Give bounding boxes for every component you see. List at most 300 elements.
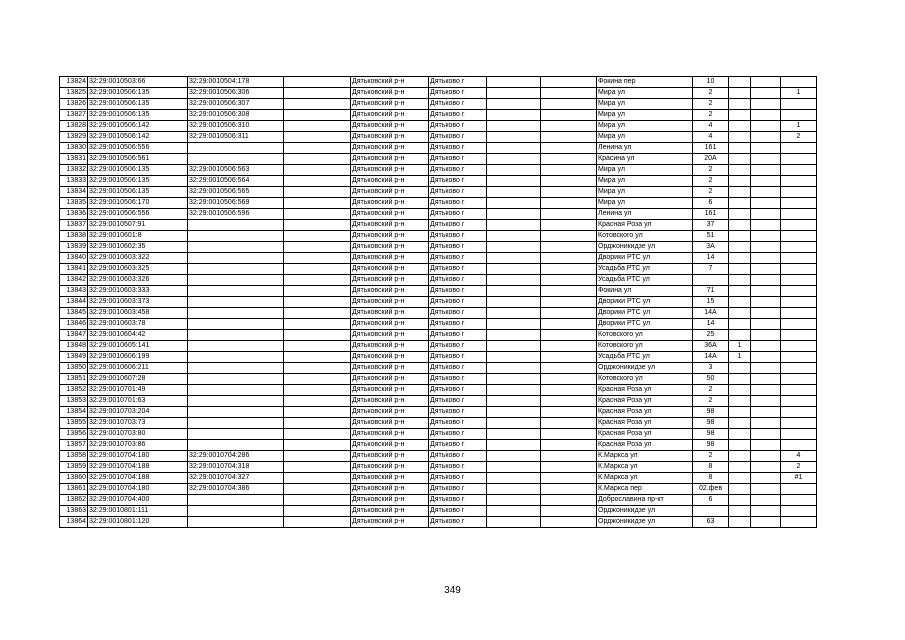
table-row bbox=[60, 110, 817, 121]
cell-empty-col bbox=[284, 209, 351, 220]
table-row bbox=[60, 297, 817, 308]
cell-extra bbox=[751, 517, 781, 528]
cell-empty-col-3 bbox=[541, 319, 597, 330]
cell-apartment bbox=[781, 77, 817, 88]
cell-row-number: 13831 bbox=[60, 154, 88, 165]
cell-street: Котовского ул bbox=[597, 231, 693, 242]
cell-house-number: 2 bbox=[693, 451, 729, 462]
cell-parent-cadastral-number: 32:29:0010506:596 bbox=[188, 209, 284, 220]
cell-extra bbox=[751, 462, 781, 473]
cell-empty-col-3 bbox=[541, 462, 597, 473]
cell-empty-col-3 bbox=[541, 132, 597, 143]
cell-row-number: 13851 bbox=[60, 374, 88, 385]
cell-district: Дятьковский р-н bbox=[351, 385, 429, 396]
cell-locality: Дятьково г bbox=[429, 143, 487, 154]
cell-empty-col-2 bbox=[487, 407, 541, 418]
cell-building bbox=[729, 396, 751, 407]
cell-empty-col-2 bbox=[487, 176, 541, 187]
cell-building bbox=[729, 330, 751, 341]
cell-empty-col-3 bbox=[541, 77, 597, 88]
cell-row-number: 13833 bbox=[60, 176, 88, 187]
cell-empty-col-3 bbox=[541, 275, 597, 286]
cell-apartment bbox=[781, 154, 817, 165]
cell-street: Мира ул bbox=[597, 132, 693, 143]
cell-parent-cadastral-number bbox=[188, 407, 284, 418]
cell-empty-col-3 bbox=[541, 231, 597, 242]
cell-district: Дятьковский р-н bbox=[351, 440, 429, 451]
cell-apartment bbox=[781, 352, 817, 363]
cell-district: Дятьковский р-н bbox=[351, 187, 429, 198]
cell-cadastral-number: 32:29:0010506:561 bbox=[88, 154, 188, 165]
table-row bbox=[60, 429, 817, 440]
cell-parent-cadastral-number bbox=[188, 385, 284, 396]
cell-empty-col-2 bbox=[487, 319, 541, 330]
cell-apartment bbox=[781, 176, 817, 187]
cell-cadastral-number: 32:29:0010606:211 bbox=[88, 363, 188, 374]
cell-house-number: 98 bbox=[693, 407, 729, 418]
cell-empty-col bbox=[284, 440, 351, 451]
cell-empty-col-3 bbox=[541, 187, 597, 198]
table-row bbox=[60, 352, 817, 363]
cell-cadastral-number: 32:29:0010701:49 bbox=[88, 385, 188, 396]
cell-district: Дятьковский р-н bbox=[351, 363, 429, 374]
cell-row-number: 13849 bbox=[60, 352, 88, 363]
cell-apartment bbox=[781, 209, 817, 220]
cell-row-number: 13844 bbox=[60, 297, 88, 308]
cell-cadastral-number: 32:29:0010704:400 bbox=[88, 495, 188, 506]
table-row bbox=[60, 407, 817, 418]
cell-apartment bbox=[781, 220, 817, 231]
cell-locality: Дятьково г bbox=[429, 484, 487, 495]
cell-empty-col-2 bbox=[487, 396, 541, 407]
cell-locality: Дятьково г bbox=[429, 506, 487, 517]
table-row bbox=[60, 473, 817, 484]
cell-row-number: 13853 bbox=[60, 396, 88, 407]
cell-house-number: 63 bbox=[693, 517, 729, 528]
cell-building bbox=[729, 484, 751, 495]
cell-empty-col-3 bbox=[541, 385, 597, 396]
cell-empty-col-2 bbox=[487, 374, 541, 385]
cell-locality: Дятьково г bbox=[429, 209, 487, 220]
cell-extra bbox=[751, 297, 781, 308]
cell-locality: Дятьково г bbox=[429, 132, 487, 143]
cell-empty-col-3 bbox=[541, 429, 597, 440]
cell-empty-col-2 bbox=[487, 429, 541, 440]
cell-empty-col-3 bbox=[541, 495, 597, 506]
cell-district: Дятьковский р-н bbox=[351, 473, 429, 484]
table-row bbox=[60, 77, 817, 88]
cell-apartment bbox=[781, 517, 817, 528]
table-row bbox=[60, 286, 817, 297]
cell-empty-col bbox=[284, 363, 351, 374]
cell-extra bbox=[751, 77, 781, 88]
cell-apartment bbox=[781, 231, 817, 242]
cell-empty-col-2 bbox=[487, 451, 541, 462]
cell-street: Котовского ул bbox=[597, 330, 693, 341]
cell-parent-cadastral-number bbox=[188, 396, 284, 407]
cell-house-number: 2 bbox=[693, 110, 729, 121]
cell-empty-col bbox=[284, 407, 351, 418]
cell-empty-col-2 bbox=[487, 308, 541, 319]
cell-empty-col-2 bbox=[487, 385, 541, 396]
cell-empty-col-2 bbox=[487, 209, 541, 220]
cell-house-number: 161 bbox=[693, 143, 729, 154]
cell-empty-col-2 bbox=[487, 363, 541, 374]
cell-empty-col-2 bbox=[487, 77, 541, 88]
cell-street: Мира ул bbox=[597, 121, 693, 132]
cell-house-number: 14А bbox=[693, 308, 729, 319]
cell-house-number: 50 bbox=[693, 374, 729, 385]
cell-street: Усадьба РТС ул bbox=[597, 264, 693, 275]
cell-apartment bbox=[781, 275, 817, 286]
cell-row-number: 13825 bbox=[60, 88, 88, 99]
cell-building bbox=[729, 429, 751, 440]
cell-locality: Дятьково г bbox=[429, 374, 487, 385]
cell-apartment: 1 bbox=[781, 88, 817, 99]
table-row bbox=[60, 462, 817, 473]
cell-building bbox=[729, 440, 751, 451]
cell-cadastral-number: 32:29:0010506:135 bbox=[88, 110, 188, 121]
cell-parent-cadastral-number: 32:29:0010506:308 bbox=[188, 110, 284, 121]
cell-empty-col-3 bbox=[541, 99, 597, 110]
cell-cadastral-number: 32:29:0010604:42 bbox=[88, 330, 188, 341]
cell-empty-col-2 bbox=[487, 88, 541, 99]
cell-extra bbox=[751, 143, 781, 154]
cell-locality: Дятьково г bbox=[429, 77, 487, 88]
cell-empty-col bbox=[284, 418, 351, 429]
cell-street: Красная Роза ул bbox=[597, 429, 693, 440]
cell-cadastral-number: 32:29:0010703:86 bbox=[88, 440, 188, 451]
cell-street: Дворики РТС ул bbox=[597, 253, 693, 264]
cell-building bbox=[729, 275, 751, 286]
table-row bbox=[60, 484, 817, 495]
cell-empty-col bbox=[284, 110, 351, 121]
table-row bbox=[60, 242, 817, 253]
cell-locality: Дятьково г bbox=[429, 396, 487, 407]
cell-empty-col bbox=[284, 220, 351, 231]
cell-building bbox=[729, 132, 751, 143]
cell-empty-col-3 bbox=[541, 374, 597, 385]
cell-extra bbox=[751, 418, 781, 429]
cell-empty-col-3 bbox=[541, 451, 597, 462]
cell-empty-col bbox=[284, 99, 351, 110]
cell-cadastral-number: 32:29:0010703:80 bbox=[88, 429, 188, 440]
cell-extra bbox=[751, 308, 781, 319]
cell-locality: Дятьково г bbox=[429, 154, 487, 165]
cell-parent-cadastral-number bbox=[188, 517, 284, 528]
cell-district: Дятьковский р-н bbox=[351, 165, 429, 176]
cell-extra bbox=[751, 506, 781, 517]
table-row bbox=[60, 264, 817, 275]
cell-locality: Дятьково г bbox=[429, 253, 487, 264]
cell-district: Дятьковский р-н bbox=[351, 242, 429, 253]
cell-empty-col-2 bbox=[487, 275, 541, 286]
cell-parent-cadastral-number bbox=[188, 418, 284, 429]
cell-cadastral-number: 32:29:0010606:199 bbox=[88, 352, 188, 363]
cell-parent-cadastral-number bbox=[188, 286, 284, 297]
cell-apartment bbox=[781, 110, 817, 121]
cell-extra bbox=[751, 264, 781, 275]
cell-street: К.Маркса ул bbox=[597, 462, 693, 473]
cell-parent-cadastral-number bbox=[188, 242, 284, 253]
table-row bbox=[60, 275, 817, 286]
cell-street: Ленина ул bbox=[597, 143, 693, 154]
cell-extra bbox=[751, 220, 781, 231]
cell-street: Мира ул bbox=[597, 187, 693, 198]
cell-empty-col-3 bbox=[541, 473, 597, 484]
cell-street: Ленина ул bbox=[597, 209, 693, 220]
cell-street: Усадьба РТС ул bbox=[597, 352, 693, 363]
cell-row-number: 13850 bbox=[60, 363, 88, 374]
cell-empty-col bbox=[284, 451, 351, 462]
cell-extra bbox=[751, 99, 781, 110]
cell-district: Дятьковский р-н bbox=[351, 110, 429, 121]
cell-street: Красная Роза ул bbox=[597, 385, 693, 396]
cell-cadastral-number: 32:29:0010801:120 bbox=[88, 517, 188, 528]
cell-district: Дятьковский р-н bbox=[351, 132, 429, 143]
cell-extra bbox=[751, 473, 781, 484]
cell-empty-col-3 bbox=[541, 418, 597, 429]
cell-empty-col-2 bbox=[487, 165, 541, 176]
cell-empty-col-3 bbox=[541, 253, 597, 264]
cell-row-number: 13852 bbox=[60, 385, 88, 396]
cell-district: Дятьковский р-н bbox=[351, 517, 429, 528]
cell-empty-col-3 bbox=[541, 176, 597, 187]
cell-street: Фокина ул bbox=[597, 286, 693, 297]
cell-district: Дятьковский р-н bbox=[351, 220, 429, 231]
cell-building: 1 bbox=[729, 352, 751, 363]
cell-building bbox=[729, 495, 751, 506]
table-row bbox=[60, 319, 817, 330]
cell-apartment bbox=[781, 165, 817, 176]
cell-district: Дятьковский р-н bbox=[351, 330, 429, 341]
cell-street: Мира ул bbox=[597, 198, 693, 209]
cell-apartment bbox=[781, 308, 817, 319]
cell-parent-cadastral-number bbox=[188, 319, 284, 330]
cell-empty-col-3 bbox=[541, 363, 597, 374]
cell-row-number: 13842 bbox=[60, 275, 88, 286]
cell-apartment bbox=[781, 385, 817, 396]
page-number: 349 bbox=[444, 585, 461, 596]
cell-cadastral-number: 32:29:0010506:135 bbox=[88, 99, 188, 110]
cell-street: Мира ул bbox=[597, 176, 693, 187]
cell-street: Орджоникидзе ул bbox=[597, 242, 693, 253]
table-row bbox=[60, 88, 817, 99]
cell-parent-cadastral-number bbox=[188, 253, 284, 264]
cell-empty-col bbox=[284, 374, 351, 385]
cell-building bbox=[729, 517, 751, 528]
cell-house-number: 98 bbox=[693, 418, 729, 429]
cell-district: Дятьковский р-н bbox=[351, 495, 429, 506]
cell-locality: Дятьково г bbox=[429, 517, 487, 528]
cell-district: Дятьковский р-н bbox=[351, 121, 429, 132]
cell-cadastral-number: 32:29:0010607:28 bbox=[88, 374, 188, 385]
cell-locality: Дятьково г bbox=[429, 308, 487, 319]
cell-extra bbox=[751, 110, 781, 121]
cell-extra bbox=[751, 253, 781, 264]
cell-empty-col-2 bbox=[487, 297, 541, 308]
cell-district: Дятьковский р-н bbox=[351, 319, 429, 330]
cell-apartment bbox=[781, 99, 817, 110]
cell-empty-col-3 bbox=[541, 110, 597, 121]
cell-extra bbox=[751, 341, 781, 352]
cell-building bbox=[729, 385, 751, 396]
cell-cadastral-number: 32:29:0010704:188 bbox=[88, 473, 188, 484]
table-row bbox=[60, 374, 817, 385]
cell-extra bbox=[751, 429, 781, 440]
cell-row-number: 13847 bbox=[60, 330, 88, 341]
cell-district: Дятьковский р-н bbox=[351, 209, 429, 220]
cell-empty-col-3 bbox=[541, 88, 597, 99]
cell-extra bbox=[751, 407, 781, 418]
table-row bbox=[60, 517, 817, 528]
cell-row-number: 13863 bbox=[60, 506, 88, 517]
table-row bbox=[60, 253, 817, 264]
cell-district: Дятьковский р-н bbox=[351, 418, 429, 429]
cell-building bbox=[729, 88, 751, 99]
table-body bbox=[60, 77, 817, 528]
cell-empty-col-2 bbox=[487, 143, 541, 154]
cell-building bbox=[729, 198, 751, 209]
cell-row-number: 13837 bbox=[60, 220, 88, 231]
table-row bbox=[60, 187, 817, 198]
cell-street: Красная Роза ул bbox=[597, 440, 693, 451]
cell-row-number: 13857 bbox=[60, 440, 88, 451]
cell-apartment bbox=[781, 495, 817, 506]
cell-building bbox=[729, 242, 751, 253]
cell-house-number: 14 bbox=[693, 253, 729, 264]
cell-district: Дятьковский р-н bbox=[351, 275, 429, 286]
cell-parent-cadastral-number bbox=[188, 440, 284, 451]
cell-empty-col bbox=[284, 187, 351, 198]
cell-street: Котовского ул bbox=[597, 341, 693, 352]
cell-parent-cadastral-number bbox=[188, 363, 284, 374]
cell-empty-col bbox=[284, 396, 351, 407]
cell-parent-cadastral-number bbox=[188, 374, 284, 385]
cell-street: Котовского ул bbox=[597, 374, 693, 385]
cell-apartment bbox=[781, 374, 817, 385]
cell-district: Дятьковский р-н bbox=[351, 308, 429, 319]
cell-house-number: 14 bbox=[693, 319, 729, 330]
cell-locality: Дятьково г bbox=[429, 297, 487, 308]
cell-empty-col-2 bbox=[487, 484, 541, 495]
cell-row-number: 13848 bbox=[60, 341, 88, 352]
cell-empty-col-3 bbox=[541, 440, 597, 451]
cell-apartment bbox=[781, 264, 817, 275]
cell-empty-col bbox=[284, 121, 351, 132]
cell-row-number: 13843 bbox=[60, 286, 88, 297]
cell-locality: Дятьково г bbox=[429, 286, 487, 297]
cell-cadastral-number: 32:29:0010603:333 bbox=[88, 286, 188, 297]
cell-row-number: 13829 bbox=[60, 132, 88, 143]
cell-building bbox=[729, 462, 751, 473]
cell-apartment bbox=[781, 363, 817, 374]
cell-district: Дятьковский р-н bbox=[351, 231, 429, 242]
cell-empty-col-2 bbox=[487, 110, 541, 121]
cell-empty-col-3 bbox=[541, 198, 597, 209]
cell-district: Дятьковский р-н bbox=[351, 352, 429, 363]
cell-locality: Дятьково г bbox=[429, 275, 487, 286]
cell-street: Красная Роза ул bbox=[597, 418, 693, 429]
table-row bbox=[60, 418, 817, 429]
cell-row-number: 13830 bbox=[60, 143, 88, 154]
cell-apartment bbox=[781, 242, 817, 253]
table-row bbox=[60, 451, 817, 462]
cell-street: Красина ул bbox=[597, 154, 693, 165]
table-row bbox=[60, 308, 817, 319]
cell-locality: Дятьково г bbox=[429, 341, 487, 352]
cell-district: Дятьковский р-н bbox=[351, 88, 429, 99]
cell-house-number: 20А bbox=[693, 154, 729, 165]
cell-house-number: 02.фев bbox=[693, 484, 729, 495]
cell-parent-cadastral-number: 32:29:0010704:386 bbox=[188, 484, 284, 495]
cell-district: Дятьковский р-н bbox=[351, 297, 429, 308]
cell-extra bbox=[751, 396, 781, 407]
cell-extra bbox=[751, 198, 781, 209]
cell-empty-col bbox=[284, 330, 351, 341]
cell-parent-cadastral-number bbox=[188, 264, 284, 275]
cell-locality: Дятьково г bbox=[429, 176, 487, 187]
cell-extra bbox=[751, 319, 781, 330]
table-row bbox=[60, 154, 817, 165]
cell-cadastral-number: 32:29:0010704:180 bbox=[88, 451, 188, 462]
cell-empty-col-2 bbox=[487, 440, 541, 451]
cell-house-number: 2 bbox=[693, 99, 729, 110]
cell-empty-col bbox=[284, 165, 351, 176]
cell-empty-col-2 bbox=[487, 286, 541, 297]
cell-empty-col bbox=[284, 341, 351, 352]
cell-locality: Дятьково г bbox=[429, 473, 487, 484]
cell-house-number: 51 bbox=[693, 231, 729, 242]
cell-parent-cadastral-number: 32:29:0010506:306 bbox=[188, 88, 284, 99]
cell-extra bbox=[751, 385, 781, 396]
cell-empty-col-3 bbox=[541, 330, 597, 341]
cell-empty-col-2 bbox=[487, 473, 541, 484]
cell-locality: Дятьково г bbox=[429, 330, 487, 341]
cell-locality: Дятьково г bbox=[429, 385, 487, 396]
cell-cadastral-number: 32:29:0010506:142 bbox=[88, 121, 188, 132]
cell-empty-col-2 bbox=[487, 341, 541, 352]
cell-cadastral-number: 32:29:0010605:141 bbox=[88, 341, 188, 352]
cell-apartment bbox=[781, 143, 817, 154]
cell-row-number: 13834 bbox=[60, 187, 88, 198]
cell-row-number: 13836 bbox=[60, 209, 88, 220]
cell-empty-col-3 bbox=[541, 286, 597, 297]
cell-cadastral-number: 32:29:0010506:556 bbox=[88, 143, 188, 154]
cell-apartment bbox=[781, 330, 817, 341]
cell-building bbox=[729, 110, 751, 121]
cell-extra bbox=[751, 231, 781, 242]
cell-parent-cadastral-number: 32:29:0010506:569 bbox=[188, 198, 284, 209]
cell-empty-col bbox=[284, 143, 351, 154]
cell-house-number: 2 bbox=[693, 88, 729, 99]
cell-house-number: 37 bbox=[693, 220, 729, 231]
table-row bbox=[60, 132, 817, 143]
cell-street: Красная Роза ул bbox=[597, 220, 693, 231]
cell-cadastral-number: 32:29:0010603:373 bbox=[88, 297, 188, 308]
cell-parent-cadastral-number: 32:29:0010704:327 bbox=[188, 473, 284, 484]
cell-empty-col bbox=[284, 132, 351, 143]
cell-empty-col-2 bbox=[487, 264, 541, 275]
cell-empty-col bbox=[284, 462, 351, 473]
cell-street: Дворики РТС ул bbox=[597, 308, 693, 319]
cell-building bbox=[729, 363, 751, 374]
cell-building bbox=[729, 506, 751, 517]
cell-row-number: 13858 bbox=[60, 451, 88, 462]
cell-row-number: 13832 bbox=[60, 165, 88, 176]
cell-empty-col-3 bbox=[541, 484, 597, 495]
cell-apartment: 2 bbox=[781, 132, 817, 143]
